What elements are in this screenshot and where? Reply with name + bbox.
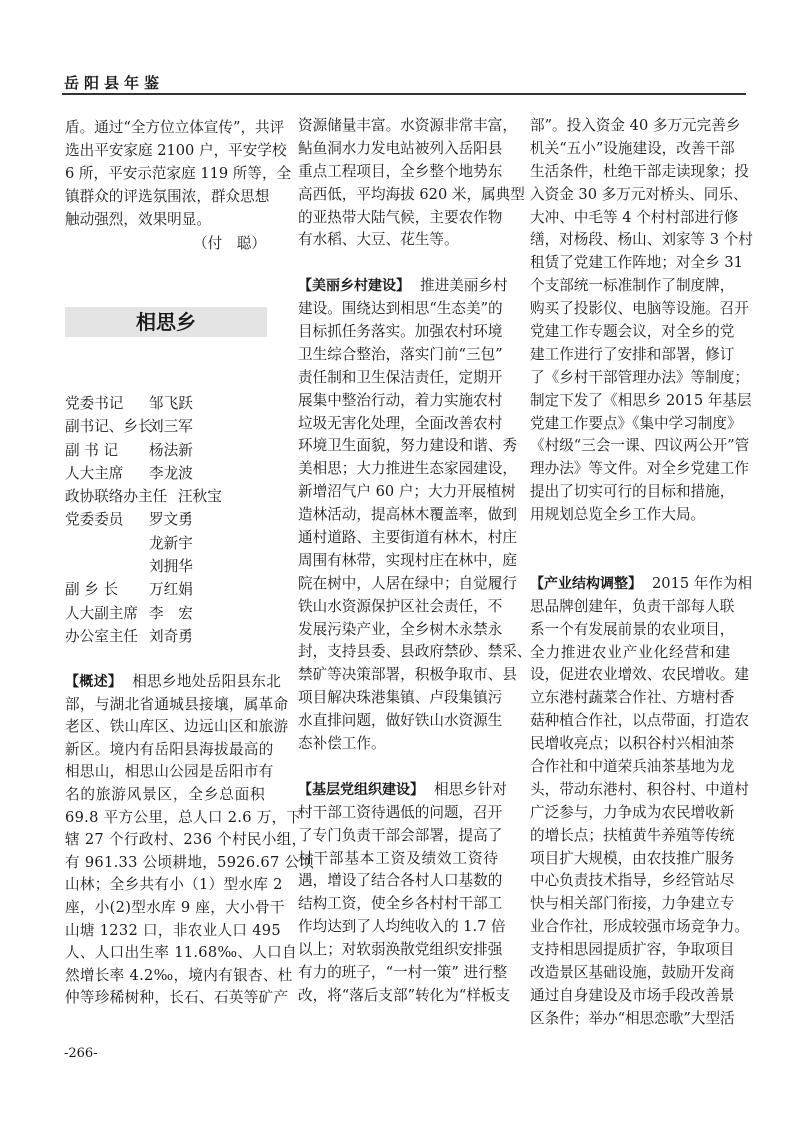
line-text: 69.8 平方公里，总人口 2.6 万，下: [65, 808, 302, 826]
official-role: 人大主席: [65, 464, 124, 482]
author-credit: （付 聪）: [193, 235, 266, 252]
official-row: [65, 415, 266, 438]
line-text: 的亚热带大陆气候，主要农作物: [298, 208, 503, 226]
paragraph-gap: [530, 527, 730, 573]
line-text: 项目解决珠港集镇、卢段集镇污: [298, 689, 503, 707]
text-line: [298, 710, 503, 733]
official-role: 党委委员: [65, 511, 124, 529]
text-line: [530, 779, 749, 802]
line-text: 改造景区基础设施，鼓励开发商: [530, 963, 735, 981]
text-line: [298, 573, 517, 596]
section-heading: 【基层党组织建设】: [298, 781, 424, 798]
text-line: [65, 829, 307, 852]
official-row: [65, 555, 266, 578]
line-text: 以上；对软弱涣散党组织安排强: [298, 941, 503, 959]
official-row: [65, 462, 266, 485]
text-line: [298, 207, 503, 230]
line-text: 租赁了党建工作阵地；对全乡 31: [530, 254, 743, 272]
text-line: [298, 596, 503, 619]
line-text: 大冲、中毛等 4 个村村部进行修: [530, 208, 739, 226]
line-text: 有水稻、大豆、花生等。: [298, 231, 459, 249]
line-text: 有力的班子，“一村一策” 进行整: [298, 963, 508, 981]
line-text: 周围有林带，实现村庄在林中，庭: [298, 551, 517, 569]
officials-list: [65, 392, 266, 648]
text-line: [298, 985, 511, 1008]
text-line: [530, 275, 735, 298]
line-text: 了《乡村干部管理办法》等制度；: [530, 368, 749, 386]
official-name: 万红娟: [149, 581, 193, 599]
line-text: 入资金 30 多万元对桥头、同乐、: [530, 185, 748, 203]
line-text: 村干部工资待遇低的问题，召开: [298, 803, 503, 821]
official-role: 政协联络办主任: [65, 488, 168, 506]
line-text: 建设。围绕达到相思“生态美”的: [298, 300, 503, 318]
line-text: 快与相关部门衔接，力争建立专: [530, 895, 735, 913]
text-line: [298, 916, 506, 939]
line-text: 部，与湖北省通城县接壤，属革命: [65, 695, 289, 713]
official-role: 副书记、乡长: [65, 418, 153, 436]
official-role: 党委书记: [65, 395, 124, 412]
text-line: [530, 321, 735, 344]
text-line: [530, 756, 735, 779]
text-line: [298, 939, 503, 962]
text-line: [530, 1008, 735, 1031]
text-line: [530, 138, 735, 161]
paragraph-gap: [298, 252, 498, 275]
line-text: 缮，对杨段、杨山、刘家等 3 个村: [530, 231, 753, 249]
line-text: 头，带动东港村、积谷村、中道村: [530, 780, 749, 798]
text-line: [530, 596, 735, 619]
text-line: [298, 870, 503, 893]
line-text: 辖 27 个行政村、236 个村民小组，: [65, 831, 307, 849]
text-line: [530, 733, 735, 756]
line-text: 美相思；大力推进生态家园建设，: [298, 460, 517, 478]
line-text: 广泛参与，力争成为农民增收新: [530, 803, 735, 821]
official-name: 刘三军: [149, 418, 193, 436]
official-row: [65, 532, 266, 555]
section-heading: 【美丽乡村建设】: [298, 278, 410, 295]
line-text: 名的旅游风景区，全乡总面积: [65, 785, 265, 803]
line-text: 座，小(2)型水库 9 座，大小骨干: [65, 898, 285, 916]
text-line: [530, 298, 749, 321]
text-line: [530, 893, 735, 916]
line-text: 改，将“落后支部”转化为“样板支: [298, 986, 511, 1004]
official-name: 杨法新: [149, 441, 193, 459]
running-header: 岳阳县年鉴: [64, 74, 165, 92]
text-line: [530, 916, 749, 939]
text-line: [530, 207, 739, 230]
line-text: 通村道路、主要街道有林木，村庄: [298, 529, 517, 547]
text-line: [65, 208, 265, 231]
line-text: 中心负责技术指导，乡经管站尽: [530, 872, 735, 890]
text-line: [298, 138, 503, 161]
text-line: [65, 807, 302, 830]
text-line: [298, 779, 507, 802]
line-text: 制定下发了《相思乡 2015 年基层: [530, 391, 752, 409]
text-line: [298, 825, 503, 848]
line-text: 态补偿工作。: [298, 735, 386, 753]
text-line: [65, 116, 285, 139]
line-text: 立东港村蔬菜合作社、方塘村香: [530, 689, 735, 707]
official-role: 副 乡 长: [65, 581, 119, 599]
line-text: 全力推进农业产业化经营和建: [530, 643, 730, 661]
line-text: 山塘 1232 口，非农业人口 495: [65, 921, 281, 939]
line-text: 党建工作专题会议，对全乡的党: [530, 323, 735, 341]
text-line: [298, 893, 503, 916]
text-line: [65, 852, 315, 875]
line-text: 提出了切实可行的目标和措施，: [530, 483, 735, 501]
line-text: 卫生综合整治，落实门前“三包”: [298, 345, 503, 363]
text-line: [65, 965, 293, 988]
line-text: 仲等珍稀树种，长石、石英等矿产: [65, 989, 289, 1007]
official-row: [65, 578, 266, 601]
text-line: [65, 139, 287, 162]
line-text: 购买了投影仪、电脑等设施。召开: [530, 300, 749, 318]
text-line: [530, 229, 753, 252]
text-line: [530, 161, 749, 184]
line-text: 支持相思园提质扩容，争取项目: [530, 941, 735, 959]
line-text: 项目扩大规模，由农技推广服务: [530, 849, 735, 867]
text-line: [530, 710, 749, 733]
text-line: [530, 458, 749, 481]
text-line: [530, 664, 749, 687]
text-line: [298, 664, 517, 687]
text-line: [298, 848, 498, 871]
text-line: [65, 185, 270, 208]
official-role: 人大副主席: [65, 604, 138, 622]
text-line: [298, 733, 498, 756]
official-name: 汪秋宝: [178, 488, 222, 506]
text-line: [65, 739, 274, 762]
text-line: [298, 161, 503, 184]
line-text: 水直排问题，做好铁山水资源生: [298, 712, 503, 730]
text-line: [530, 642, 730, 665]
official-row: [65, 485, 266, 508]
line-text: 村干部基本工资及绩效工资待: [298, 849, 498, 867]
official-role: 副 书 记: [65, 441, 119, 459]
line-text: 造林活动，提高林木覆盖率，做到: [298, 506, 517, 524]
text-line: [530, 939, 735, 962]
text-line: [298, 229, 498, 252]
text-line: [65, 761, 274, 784]
text-line: [530, 985, 735, 1008]
line-text: 环境卫生面貌，努力建设和谐、秀: [298, 437, 517, 455]
line-text: 鲇鱼洞水力发电站被列入岳阳县: [298, 139, 503, 157]
official-name: 李 宏: [149, 604, 193, 622]
line-text: 遇，增设了结合各村人口基数的: [298, 872, 503, 890]
text-line: [298, 458, 517, 481]
line-text: 触动强烈，效果明显。: [65, 211, 211, 228]
line-text: 人、人口出生率 11.68‰、人口自: [65, 944, 297, 962]
line-text: 设，促进农业增效、农民增收。建: [530, 666, 749, 684]
official-row: [65, 625, 266, 648]
text-line: [530, 573, 753, 596]
section-heading: 【产业结构调整】: [530, 575, 642, 592]
line-text: 民增收亮点；以积谷村兴相油茶: [530, 735, 735, 753]
text-line: [298, 390, 503, 413]
text-line: [530, 504, 730, 527]
section-heading: 【概述】: [65, 674, 123, 690]
line-text: 责任制和卫生保洁责任，定期开: [298, 368, 503, 386]
line-text: 垃圾无害化处理，全面改善农村: [298, 414, 503, 432]
text-line: [530, 435, 750, 458]
line-text: 目标抓任务落实。加强农村环境: [298, 323, 503, 341]
line-text: 作均达到了人均纯收入的 1.7 倍: [298, 918, 506, 936]
line-text: 生活条件，杜绝干部走读现象；投: [530, 162, 749, 180]
line-text: 部”。投入资金 40 多万元完善乡: [530, 117, 741, 134]
official-name: 李龙波: [149, 464, 193, 482]
line-text: 理办法》等文件。对全乡党建工作: [530, 460, 749, 478]
text-line: [298, 687, 503, 710]
line-text: 用规划总览全乡工作大局。: [530, 506, 706, 524]
line-text: 新增沼气户 60 户；大力开展植树: [298, 483, 516, 501]
line-text: 资源储量丰富。水资源非常丰富，: [298, 117, 517, 134]
text-line: [298, 367, 503, 390]
line-text: 老区、铁山库区、边远山区和旅游: [65, 718, 289, 736]
text-line: [530, 344, 735, 367]
line-text: 2015 年作为相: [652, 574, 753, 592]
text-line: [298, 413, 503, 436]
text-line: [298, 435, 517, 458]
text-line: [298, 962, 508, 985]
paragraph-gap: [298, 756, 498, 779]
text-line: [530, 481, 735, 504]
text-line: [298, 275, 508, 298]
line-text: 通过自身建设及市场手段改善景: [530, 986, 735, 1004]
text-line: [530, 848, 735, 871]
column-2: [298, 115, 532, 1008]
text-line: [65, 694, 289, 717]
overview-paragraph: [65, 671, 315, 1010]
text-line: [65, 987, 289, 1010]
official-row: [65, 508, 266, 531]
line-text: 推进美丽乡村: [420, 277, 508, 295]
text-line: [298, 619, 503, 642]
text-line: [530, 390, 752, 413]
text-line: [530, 687, 735, 710]
line-text: 系一个有发展前景的农业项目，: [530, 620, 735, 638]
text-line: [298, 115, 517, 138]
official-row: [65, 392, 266, 415]
text-line: [298, 504, 517, 527]
section-title-box: 相思乡: [65, 307, 267, 337]
text-line: [298, 481, 516, 504]
text-line: [530, 802, 735, 825]
line-text: 相思乡地处岳阳县东北: [132, 673, 282, 690]
line-text: 区条件；举办“相思恋歌”大型活: [530, 1009, 735, 1027]
line-text: 6 所，平安示范家庭 119 所等，全: [65, 165, 292, 182]
text-line: [298, 641, 532, 664]
line-text: 有 961.33 公顷耕地，5926.67 公顷: [65, 853, 315, 871]
text-line: [530, 184, 748, 207]
line-text: 封，支持县委、县政府禁砂、禁采、: [298, 643, 532, 661]
text-line: [530, 413, 742, 436]
line-text: 山林；全乡共有小（1）型水库 2: [65, 876, 283, 894]
line-text: 机关“五小”设施建设，改善干部: [530, 139, 735, 157]
column-1-intro: [65, 116, 292, 231]
header-rule: [62, 93, 746, 95]
line-text: 菇种植合作社，以点带面，打造农: [530, 712, 749, 730]
official-row: [65, 602, 266, 625]
text-line: [65, 671, 282, 694]
line-text: 镇群众的评选氛围浓，群众思想: [65, 188, 270, 205]
text-line: [65, 920, 281, 943]
text-line: [530, 252, 743, 275]
text-line: [530, 825, 735, 848]
text-line: [298, 344, 503, 367]
official-name: 刘奇勇: [149, 627, 193, 645]
text-line: [298, 321, 503, 344]
line-text: 了专门负责干部会部署，提高了: [298, 826, 503, 844]
line-text: 高西低，平均海拔 620 米，属典型: [298, 185, 525, 203]
official-name: 刘拥华: [149, 558, 193, 576]
line-text: 盾。通过“全方位立体宣传”，共评: [65, 119, 285, 136]
column-3: [530, 115, 753, 1031]
text-line: [65, 162, 292, 185]
line-text: 结构工资，使全乡各村村干部工: [298, 895, 503, 913]
text-line: [65, 716, 289, 739]
text-line: [65, 784, 265, 807]
official-name: 罗文勇: [149, 511, 193, 529]
line-text: 党建工作要点》《集中学习制度》: [530, 414, 742, 432]
line-text: 展集中整治行动，着力实施农村: [298, 391, 503, 409]
official-name: 龙新宇: [149, 534, 193, 552]
text-line: [530, 367, 749, 390]
line-text: 然增长率 4.2‰，境内有银杏、杜: [65, 966, 293, 984]
line-text: 相思山，相思山公园是岳阳市有: [65, 763, 274, 781]
line-text: 禁矿等决策部署，积极争取市、县: [298, 666, 517, 684]
page-number: -266-: [64, 1046, 98, 1061]
line-text: 合作社和中道荣兵油茶基地为龙: [530, 757, 735, 775]
line-text: 选出平安家庭 2100 户，平安学校: [65, 142, 287, 159]
official-row: [65, 439, 266, 462]
line-text: 建工作进行了安排和部署，修订: [530, 345, 735, 363]
line-text: 院在树中，人居在绿中；自觉履行: [298, 574, 517, 592]
text-line: [530, 619, 735, 642]
text-line: [530, 115, 741, 138]
text-line: [530, 870, 735, 893]
line-text: 新区。境内有岳阳县海拔最高的: [65, 740, 274, 758]
line-text: 的增长点；扶植黄牛养殖等传统: [530, 826, 735, 844]
text-line: [65, 897, 285, 920]
text-line: [530, 962, 735, 985]
line-text: 发展污染产业，全乡树木永禁永: [298, 620, 503, 638]
text-line: [298, 527, 517, 550]
official-role: 办公室主任: [65, 627, 138, 645]
line-text: 重点工程项目，全乡整个地势东: [298, 162, 503, 180]
text-line: [65, 942, 297, 965]
text-line: [298, 184, 525, 207]
line-text: 铁山水资源保护区社会责任，不: [298, 597, 503, 615]
line-text: 思品牌创建年，负责干部每人联: [530, 597, 735, 615]
line-text: 《村级“三会一课、四议两公开”管: [530, 437, 750, 455]
line-text: 个支部统一标准制作了制度牌，: [530, 277, 735, 295]
line-text: 相思乡针对: [434, 780, 507, 798]
text-line: [65, 874, 283, 897]
text-line: [298, 550, 517, 573]
line-text: 业合作社，形成较强市场竞争力。: [530, 918, 749, 936]
text-line: [298, 802, 503, 825]
text-line: [298, 298, 503, 321]
official-name: 邹飞跃: [149, 395, 193, 412]
